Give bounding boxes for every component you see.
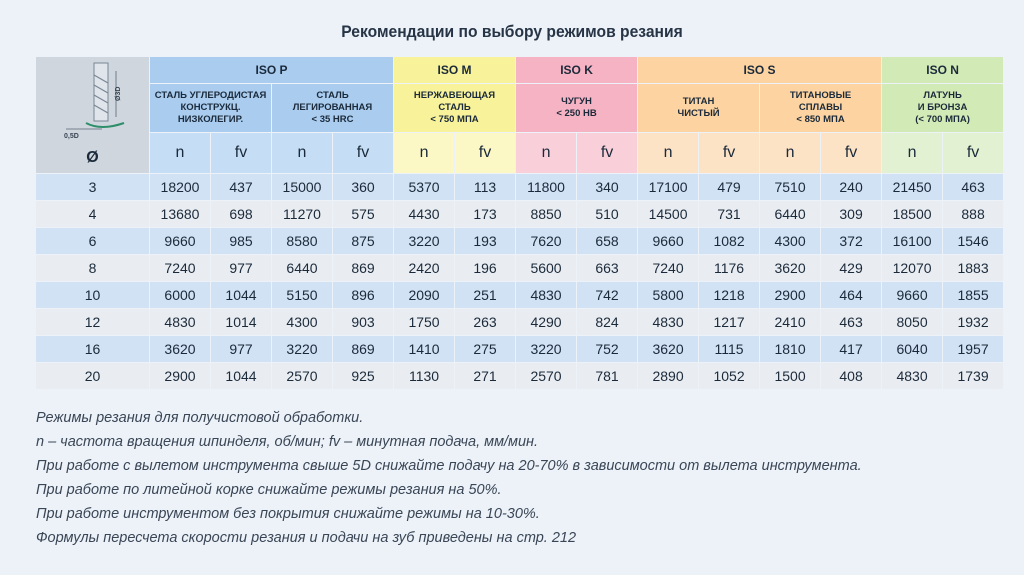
value-cell: 5600	[516, 255, 576, 281]
value-cell: 263	[455, 309, 515, 335]
column-symbol: fv	[821, 133, 881, 173]
value-cell: 1500	[760, 363, 820, 389]
value-cell: 113	[455, 174, 515, 200]
value-cell: 1410	[394, 336, 454, 362]
column-symbol: n	[638, 133, 698, 173]
value-cell: 18500	[882, 201, 942, 227]
value-cell: 1052	[699, 363, 759, 389]
diameter-cell: 8	[36, 255, 149, 281]
material-titanium-alloys: ТИТАНОВЫЕ СПЛАВЫ < 850 МПА	[760, 84, 881, 132]
value-cell: 429	[821, 255, 881, 281]
value-cell: 1130	[394, 363, 454, 389]
value-cell: 575	[333, 201, 393, 227]
value-cell: 360	[333, 174, 393, 200]
table-row	[36, 309, 1003, 335]
value-cell: 463	[821, 309, 881, 335]
value-cell: 7510	[760, 174, 820, 200]
value-cell: 1217	[699, 309, 759, 335]
value-cell: 9660	[882, 282, 942, 308]
value-cell: 2410	[760, 309, 820, 335]
value-cell: 6040	[882, 336, 942, 362]
value-cell: 4430	[394, 201, 454, 227]
value-cell: 1546	[943, 228, 1003, 254]
value-cell: 1750	[394, 309, 454, 335]
value-cell: 4830	[150, 309, 210, 335]
value-cell: 417	[821, 336, 881, 362]
cutting-modes-table	[35, 56, 1004, 390]
material-stainless-steel: НЕРЖАВЕЮЩАЯ СТАЛЬ < 750 МПА	[394, 84, 515, 132]
note-line: Формулы пересчета скорости резания и подачи на зуб приведены на стр. 212	[36, 530, 577, 546]
value-cell: 1082	[699, 228, 759, 254]
column-symbol: n	[882, 133, 942, 173]
value-cell: 2090	[394, 282, 454, 308]
column-symbol: n	[150, 133, 210, 173]
value-cell: 1014	[211, 309, 271, 335]
value-cell: 2900	[150, 363, 210, 389]
value-cell: 925	[333, 363, 393, 389]
column-symbol: n	[272, 133, 332, 173]
value-cell: 896	[333, 282, 393, 308]
diameter-cell: 4	[36, 201, 149, 227]
value-cell: 3220	[394, 228, 454, 254]
note-line: Режимы резания для получистовой обработки.	[36, 410, 364, 426]
table-row	[36, 255, 1003, 281]
value-cell: 3220	[516, 336, 576, 362]
value-cell: 1176	[699, 255, 759, 281]
value-cell: 824	[577, 309, 637, 335]
value-cell: 742	[577, 282, 637, 308]
depth-label: 0,5D	[64, 133, 79, 140]
column-symbol: fv	[943, 133, 1003, 173]
table-row	[36, 201, 1003, 227]
value-cell: 1810	[760, 336, 820, 362]
value-cell: 781	[577, 363, 637, 389]
value-cell: 5800	[638, 282, 698, 308]
value-cell: 1957	[943, 336, 1003, 362]
value-cell: 479	[699, 174, 759, 200]
value-cell: 196	[455, 255, 515, 281]
diameter-cell: 20	[36, 363, 149, 389]
tool-drawing-cell	[36, 57, 149, 173]
value-cell: 1115	[699, 336, 759, 362]
diameter-symbol: Ø	[86, 149, 99, 166]
column-symbol: fv	[333, 133, 393, 173]
note-line: При работе по литейной корке снижайте режимы резания на 50%.	[36, 482, 502, 498]
value-cell: 2570	[516, 363, 576, 389]
value-cell: 663	[577, 255, 637, 281]
value-cell: 1855	[943, 282, 1003, 308]
value-cell: 8850	[516, 201, 576, 227]
diameter-cell: 10	[36, 282, 149, 308]
note-line: При работе инструментом без покрытия снижайте режимы на 10-30%.	[36, 506, 540, 522]
value-cell: 193	[455, 228, 515, 254]
iso-p-header: ISO P	[150, 57, 393, 83]
value-cell: 2900	[760, 282, 820, 308]
table-row	[36, 282, 1003, 308]
value-cell: 463	[943, 174, 1003, 200]
value-cell: 11800	[516, 174, 576, 200]
note-line: n – частота вращения шпинделя, об/мин; fv – минутная подача, мм/мин.	[36, 434, 539, 450]
value-cell: 5150	[272, 282, 332, 308]
value-cell: 1218	[699, 282, 759, 308]
end-mill-drawing	[46, 61, 146, 141]
value-cell: 7620	[516, 228, 576, 254]
value-cell: 9660	[638, 228, 698, 254]
page-title: Рекомендации по выбору режимов резания	[341, 22, 683, 41]
value-cell: 13680	[150, 201, 210, 227]
column-symbol: fv	[577, 133, 637, 173]
value-cell: 2420	[394, 255, 454, 281]
column-symbol: n	[760, 133, 820, 173]
value-cell: 1044	[211, 363, 271, 389]
value-cell: 903	[333, 309, 393, 335]
value-cell: 658	[577, 228, 637, 254]
value-cell: 4290	[516, 309, 576, 335]
value-cell: 698	[211, 201, 271, 227]
value-cell: 3620	[638, 336, 698, 362]
note-line: При работе с вылетом инструмента свыше 5D снижайте подачу на 20-70% в зависимости от вылета инструмента.	[36, 458, 862, 474]
column-symbol: fv	[455, 133, 515, 173]
table-body	[36, 174, 1003, 389]
material-cast-iron: ЧУГУН < 250 HB	[516, 84, 637, 132]
value-cell: 2890	[638, 363, 698, 389]
value-cell: 869	[333, 336, 393, 362]
value-cell: 2570	[272, 363, 332, 389]
value-cell: 4300	[760, 228, 820, 254]
iso-k-header: ISO K	[516, 57, 637, 83]
value-cell: 4830	[516, 282, 576, 308]
value-cell: 15000	[272, 174, 332, 200]
material-brass-bronze: ЛАТУНЬ И БРОНЗА (< 700 МПА)	[882, 84, 1003, 132]
value-cell: 12070	[882, 255, 942, 281]
value-cell: 437	[211, 174, 271, 200]
value-cell: 14500	[638, 201, 698, 227]
column-symbol: fv	[699, 133, 759, 173]
table-row	[36, 363, 1003, 389]
column-symbol: n	[394, 133, 454, 173]
column-symbol: fv	[211, 133, 271, 173]
notes-block	[36, 406, 996, 550]
value-cell: 731	[699, 201, 759, 227]
value-cell: 3220	[272, 336, 332, 362]
value-cell: 251	[455, 282, 515, 308]
value-cell: 18200	[150, 174, 210, 200]
diameter-cell: 6	[36, 228, 149, 254]
value-cell: 6000	[150, 282, 210, 308]
column-symbol: n	[516, 133, 576, 173]
value-cell: 3620	[150, 336, 210, 362]
value-cell: 8050	[882, 309, 942, 335]
diameter-cell: 3	[36, 174, 149, 200]
material-alloy-steel: СТАЛЬ ЛЕГИРОВАННАЯ < 35 HRC	[272, 84, 393, 132]
value-cell: 173	[455, 201, 515, 227]
value-cell: 875	[333, 228, 393, 254]
value-cell: 977	[211, 336, 271, 362]
value-cell: 1739	[943, 363, 1003, 389]
table-row	[36, 336, 1003, 362]
value-cell: 888	[943, 201, 1003, 227]
value-cell: 9660	[150, 228, 210, 254]
diameter-cell: 16	[36, 336, 149, 362]
material-carbon-steel: СТАЛЬ УГЛЕРОДИСТАЯ КОНСТРУКЦ. НИЗКОЛЕГИР.	[150, 84, 271, 132]
iso-n-header: ISO N	[882, 57, 1003, 83]
iso-s-header: ISO S	[638, 57, 881, 83]
value-cell: 1044	[211, 282, 271, 308]
value-cell: 271	[455, 363, 515, 389]
value-cell: 985	[211, 228, 271, 254]
value-cell: 240	[821, 174, 881, 200]
table-row	[36, 174, 1003, 200]
value-cell: 977	[211, 255, 271, 281]
value-cell: 7240	[638, 255, 698, 281]
value-cell: 1932	[943, 309, 1003, 335]
value-cell: 4300	[272, 309, 332, 335]
value-cell: 464	[821, 282, 881, 308]
value-cell: 17100	[638, 174, 698, 200]
iso-m-header: ISO M	[394, 57, 515, 83]
value-cell: 3620	[760, 255, 820, 281]
value-cell: 869	[333, 255, 393, 281]
value-cell: 7240	[150, 255, 210, 281]
value-cell: 5370	[394, 174, 454, 200]
value-cell: 510	[577, 201, 637, 227]
value-cell: 8580	[272, 228, 332, 254]
value-cell: 275	[455, 336, 515, 362]
value-cell: 340	[577, 174, 637, 200]
diameter-cell: 12	[36, 309, 149, 335]
value-cell: 752	[577, 336, 637, 362]
value-cell: 4830	[638, 309, 698, 335]
value-cell: 6440	[272, 255, 332, 281]
value-cell: 6440	[760, 201, 820, 227]
value-cell: 4830	[882, 363, 942, 389]
value-cell: 372	[821, 228, 881, 254]
value-cell: 21450	[882, 174, 942, 200]
material-pure-titanium: ТИТАН ЧИСТЫЙ	[638, 84, 759, 132]
value-cell: 16100	[882, 228, 942, 254]
value-cell: 408	[821, 363, 881, 389]
value-cell: 309	[821, 201, 881, 227]
value-cell: 11270	[272, 201, 332, 227]
diameter-label: Ø3D	[115, 86, 122, 101]
value-cell: 1883	[943, 255, 1003, 281]
table-row	[36, 228, 1003, 254]
